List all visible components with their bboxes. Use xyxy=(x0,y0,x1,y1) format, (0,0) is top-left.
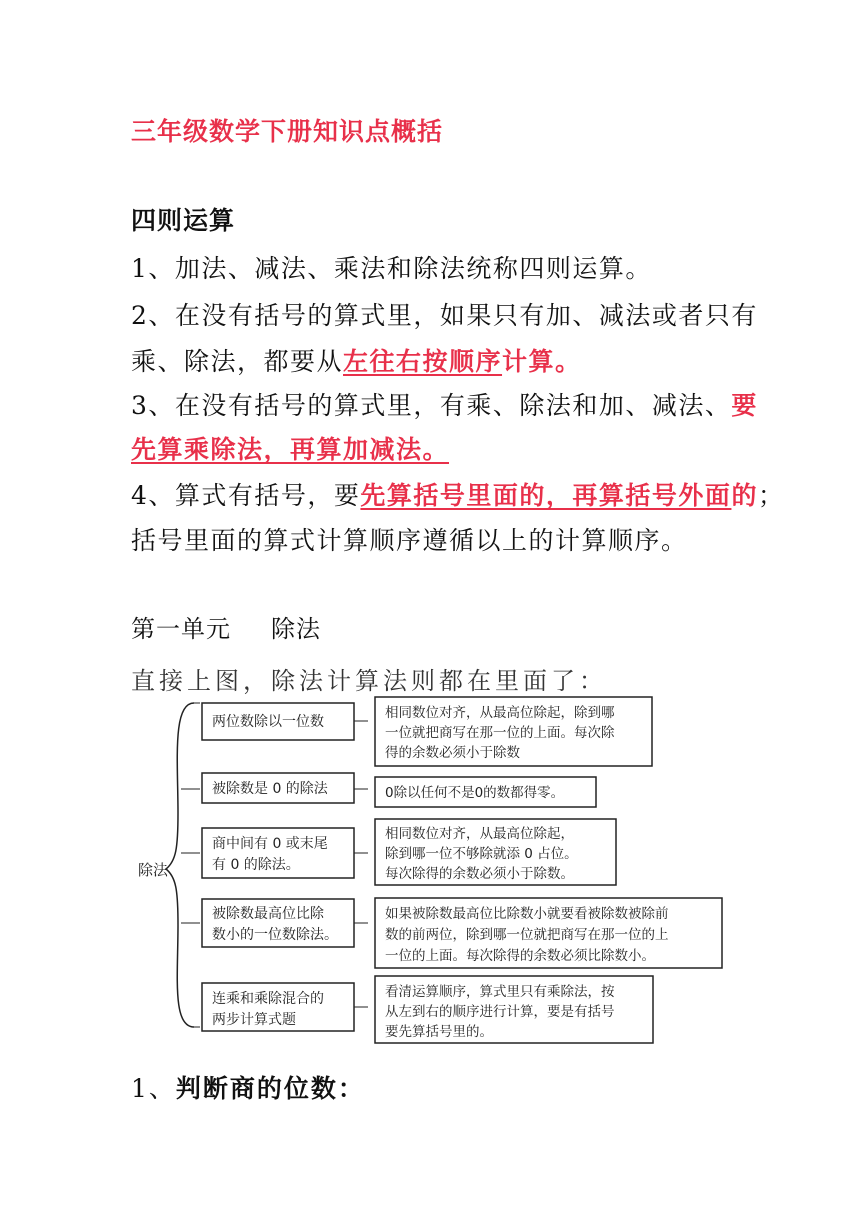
rule-text: 相同数位对齐，从最高位除起， xyxy=(385,826,574,842)
rule-4-line-2: 括号里面的算式计算顺序遵循以上的计算顺序。 xyxy=(131,526,688,555)
rule-2-line-2 xyxy=(131,342,582,378)
rule-text: 从左到右的顺序进行计算，要是有括号 xyxy=(385,1004,615,1020)
rule-4-text: 4、算式有括号，要 xyxy=(131,481,361,510)
rule-4-highlight-end: 的 xyxy=(731,481,758,510)
rule-text: 数的前两位，除到哪一位就把商写在那一位的上 xyxy=(385,927,669,943)
rule-text: 得的余数必须小于除数 xyxy=(385,745,520,761)
rule-2-highlight-end: 计算。 xyxy=(502,347,582,376)
rule-3-line-2 xyxy=(131,430,449,466)
question-heading xyxy=(131,1069,365,1105)
rule-text: 如果被除数最高位比除数小就要看被除数被除前 xyxy=(385,906,669,922)
topic-text: 有 0 的除法。 xyxy=(212,857,300,873)
rule-4-semicolon: ； xyxy=(757,481,785,510)
rule-2-text: 乘、除法，都要从 xyxy=(131,347,344,376)
question-text: 判断商的位数： xyxy=(175,1074,365,1103)
rule-3-highlight: 先算乘除法，再算加减法。 xyxy=(131,435,450,464)
rule-3-highlight-start: 要 xyxy=(731,391,758,420)
rule-text: 一位的上面。每次除得的余数必须比除数小。 xyxy=(385,948,655,964)
topic-text: 数小的一位数除法。 xyxy=(212,927,338,943)
topic-text: 商中间有 0 或末尾 xyxy=(212,836,328,852)
rule-4-line-1 xyxy=(131,476,784,512)
question-number: 1、 xyxy=(131,1074,176,1103)
rule-1: 1、加法、减法、乘法和除法统称四则运算。 xyxy=(131,254,652,283)
rule-3-text: 3、在没有括号的算式里，有乘、除法和加、减法、 xyxy=(131,391,732,420)
division-diagram xyxy=(128,693,732,1047)
intro-text: 直接上图，除法计算法则都在里面了： xyxy=(131,667,607,695)
topic-text: 被除数是 0 的除法 xyxy=(212,781,328,797)
unit-heading xyxy=(131,609,321,644)
rule-text: 每次除得的余数必须小于除数。 xyxy=(385,866,574,882)
rule-text: 看清运算顺序，算式里只有乘除法，按 xyxy=(385,984,615,1000)
page-title: 三年级数学下册知识点概括 xyxy=(131,117,444,146)
rule-text: 相同数位对齐，从最高位除起，除到哪 xyxy=(385,705,615,721)
rule-3-line-1 xyxy=(131,386,758,422)
topic-text: 两位数除以一位数 xyxy=(212,714,324,730)
rule-text: 除到哪一位不够除就添 0 占位。 xyxy=(385,846,578,862)
unit-label: 第一单元 xyxy=(131,615,231,643)
diagram-root-label: 除法 xyxy=(138,861,169,879)
topic-text: 被除数最高位比除 xyxy=(212,906,324,922)
diagram-brace xyxy=(166,703,194,1027)
unit-name: 除法 xyxy=(271,615,321,643)
rule-text: 0除以任何不是0的数都得零。 xyxy=(385,785,565,801)
rule-text: 一位就把商写在那一位的上面。每次除 xyxy=(385,725,615,741)
section-heading: 四则运算 xyxy=(131,206,236,235)
topic-text: 两步计算式题 xyxy=(212,1012,296,1028)
rule-4-highlight: 先算括号里面的，再算括号外面 xyxy=(360,481,732,510)
rule-2-highlight: 左往右按顺序 xyxy=(343,347,503,376)
topic-text: 连乘和乘除混合的 xyxy=(212,991,324,1007)
rule-2-line-1: 2、在没有括号的算式里，如果只有加、减法或者只有 xyxy=(131,301,758,330)
rule-text: 要先算括号里的。 xyxy=(385,1024,493,1040)
